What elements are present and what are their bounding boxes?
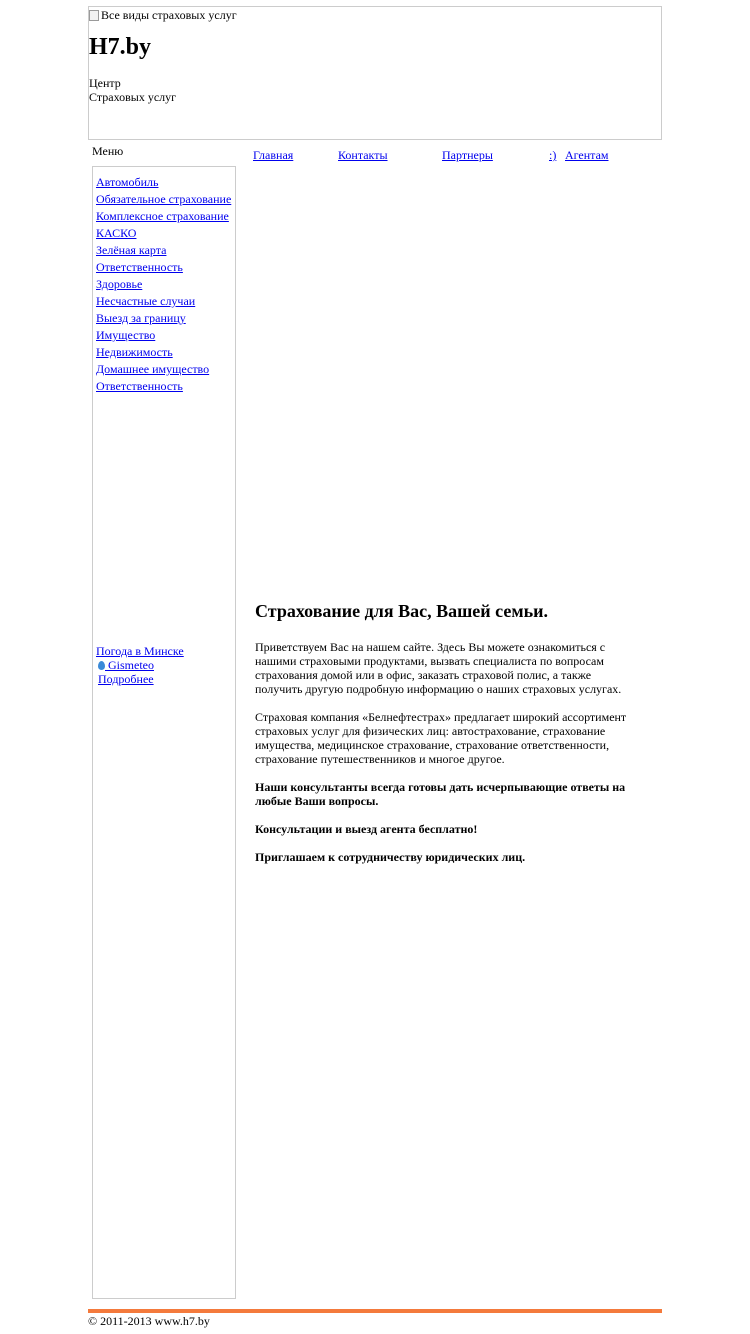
sidebar-item-property[interactable]: Имущество bbox=[96, 328, 156, 342]
water-drop-icon bbox=[98, 661, 105, 670]
list-item bbox=[96, 345, 234, 359]
list-item bbox=[96, 175, 234, 189]
broken-image-icon bbox=[89, 10, 99, 21]
nav-link-partners[interactable]: Партнеры bbox=[442, 148, 493, 162]
sidebar bbox=[92, 166, 236, 1299]
nav-link-contacts[interactable]: Контакты bbox=[338, 148, 388, 162]
list-item bbox=[96, 226, 234, 240]
list-item bbox=[96, 277, 234, 291]
weather-minsk-link[interactable]: Погода в Минске bbox=[96, 644, 184, 658]
weather-more-link[interactable]: Подробнее bbox=[98, 672, 154, 686]
sidebar-item-kasko[interactable]: КАСКО bbox=[96, 226, 137, 240]
company-paragraph: Страховая компания «Белнефтестрах» предлагает широкий ассортимент страховых услуг для физических лиц: автострахование, страхование имущества, медицинское страхование, страхование ответственности, страхование путешественников и многое другое. bbox=[255, 710, 627, 766]
page-heading: Страхование для Вас, Вашей семьи. bbox=[255, 601, 549, 621]
site-header bbox=[88, 6, 662, 140]
list-item bbox=[96, 243, 234, 257]
list-item bbox=[96, 311, 234, 325]
intro-paragraph: Приветствуем Вас на нашем сайте. Здесь Вы можете ознакомиться с нашими страховыми продуктами, вызвать специалиста по вопросам страхования домой или в офис, заказать страховой полис, а также получить другую подробную информацию о наших страховых услугах. bbox=[255, 640, 622, 696]
nav-link-smiley[interactable]: :) bbox=[549, 148, 557, 162]
footer-copyright: © 2011-2013 www.h7.by bbox=[88, 1314, 210, 1328]
sidebar-item-auto[interactable]: Автомобиль bbox=[96, 175, 159, 189]
sidebar-item-liability[interactable]: Ответственность bbox=[96, 260, 183, 274]
sidebar-item-liability-2[interactable]: Ответственность bbox=[96, 379, 183, 393]
sidebar-item-mandatory-insurance[interactable]: Обязательное страхование bbox=[96, 192, 232, 206]
sidebar-item-accidents[interactable]: Несчастные случаи bbox=[96, 294, 196, 308]
site-subtitle-line1: Центр bbox=[89, 76, 121, 90]
list-item bbox=[96, 362, 234, 376]
header-image-alt-text: Все виды страховых услуг bbox=[101, 8, 237, 22]
footer-divider bbox=[88, 1309, 662, 1313]
list-item bbox=[96, 260, 234, 274]
gismeteo-link[interactable] bbox=[96, 658, 184, 672]
sidebar-item-health[interactable]: Здоровье bbox=[96, 277, 143, 291]
sidebar-menu bbox=[96, 175, 234, 396]
consultants-paragraph: Наши консультанты всегда готовы дать исчерпывающие ответы на любые Ваши вопросы. bbox=[255, 780, 626, 808]
sidebar-item-home-property[interactable]: Домашнее имущество bbox=[96, 362, 210, 376]
site-subtitle-line2: Страховых услуг bbox=[89, 90, 177, 104]
sidebar-item-complex-insurance[interactable]: Комплексное страхование bbox=[96, 209, 229, 223]
gismeteo-label: Gismeteo bbox=[108, 658, 154, 672]
header-banner-image bbox=[89, 8, 237, 22]
list-item bbox=[96, 379, 234, 393]
legal-entities-paragraph: Приглашаем к сотрудничеству юридических лиц. bbox=[255, 850, 526, 864]
sidebar-item-real-estate[interactable]: Недвижимость bbox=[96, 345, 173, 359]
sidebar-item-travel-abroad[interactable]: Выезд за границу bbox=[96, 311, 186, 325]
nav-link-home[interactable]: Главная bbox=[253, 148, 294, 162]
main-content bbox=[255, 600, 640, 878]
weather-widget bbox=[96, 644, 184, 686]
nav-link-agents[interactable]: Агентам bbox=[565, 148, 609, 162]
list-item bbox=[96, 209, 234, 223]
sidebar-item-green-card[interactable]: Зелёная карта bbox=[96, 243, 167, 257]
menu-label: Меню bbox=[92, 144, 124, 158]
list-item bbox=[96, 294, 234, 308]
list-item bbox=[96, 328, 234, 342]
site-title: H7.by bbox=[89, 34, 152, 60]
list-item bbox=[96, 192, 234, 206]
free-consultation-paragraph: Консультации и выезд агента бесплатно! bbox=[255, 822, 478, 836]
